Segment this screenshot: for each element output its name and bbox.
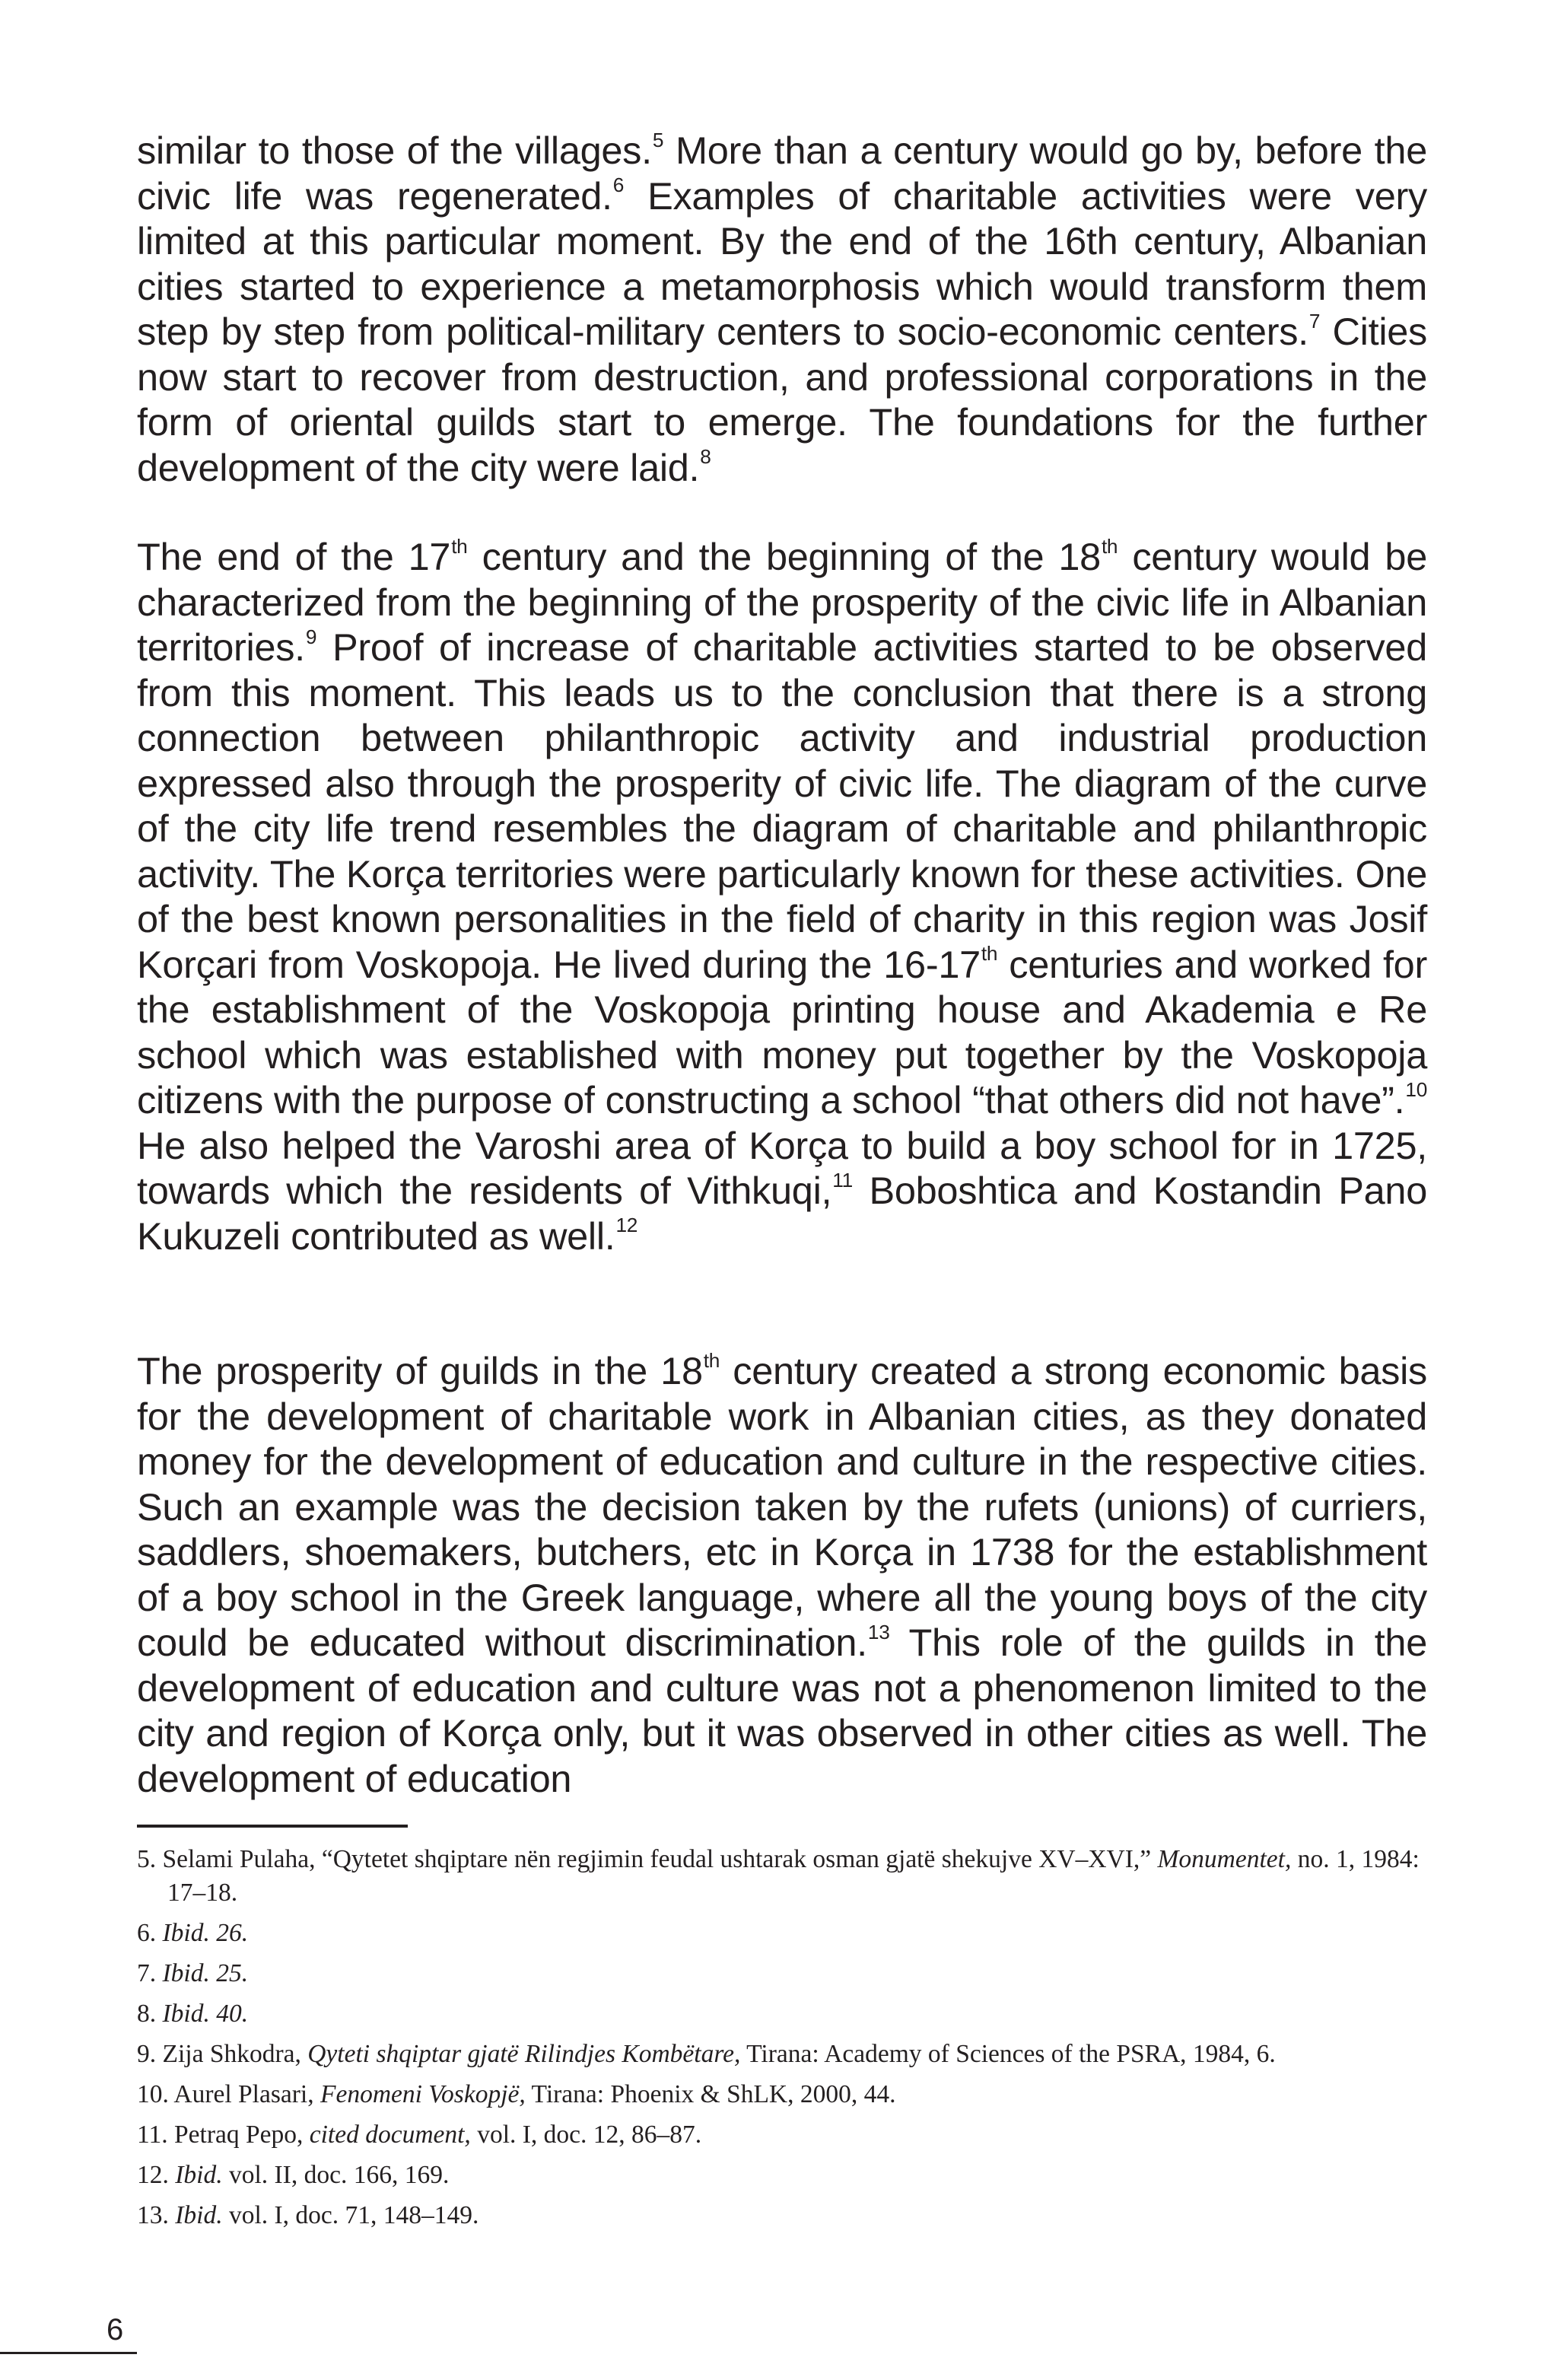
footnote-reference: 13	[867, 1620, 890, 1643]
italic-title: Qyteti shqiptar gjatë Rilindjes Kombëtare,	[307, 2040, 741, 2068]
footnotes	[137, 1843, 1430, 2239]
italic-title: Ibid.	[175, 2201, 223, 2229]
footnote-11: 11. Petraq Pepo, cited document, vol. I, doc. 12, 86–87.	[137, 2121, 702, 2149]
footnote-reference: 10	[1405, 1077, 1427, 1101]
footnote-reference: th	[981, 942, 998, 966]
paragraph-1	[137, 128, 1427, 490]
footnote-reference: 11	[832, 1168, 853, 1192]
footnote-12: 12. Ibid. vol. II, doc. 166, 169.	[137, 2161, 450, 2189]
paragraph-3	[137, 1348, 1427, 1801]
footnote-reference: 12	[615, 1214, 638, 1237]
page-number-rule	[0, 2352, 137, 2354]
footnote-reference: th	[1101, 534, 1118, 558]
footnote-reference: th	[703, 1348, 720, 1372]
footnote-13: 13. Ibid. vol. I, doc. 71, 148–149.	[137, 2201, 479, 2229]
page-number: 6	[107, 2313, 124, 2347]
italic-title: Ibid. 25.	[162, 1959, 249, 1987]
footnote-separator	[137, 1825, 408, 1828]
footnote-8: 8. Ibid. 40.	[137, 2000, 249, 2028]
paragraph-text: The prosperity of guilds in the 18th century created a strong economic basis for the development of charitable work in Albanian cities, as they donated money for the development of education and culture in the respective cities. Such an example was the decision taken by the rufets (unions) of curriers, saddlers, shoemakers, butchers, etc in Korça in 1738 for the establishment of a boy school in the Greek language, where all the young boys of the city could be educated without discrimination.$^{13}$ This role of the guilds in the development of education and culture was not a phenomenon limited to the city and region of Korça only, but it was observed in other cities as well. The development of education	[137, 1348, 1427, 1800]
italic-title: Ibid. 40.	[162, 2000, 249, 2028]
footnote-reference: th	[451, 534, 468, 558]
italic-title: Monumentet,	[1157, 1845, 1292, 1873]
footnote-5: 5. Selami Pulaha, “Qytetet shqiptare nën regjimin feudal ushtarak osman gjatë shekujve XV–XVI,” Monumentet, no. 1, 1984: 17–18.	[137, 1845, 1420, 1907]
footnote-reference: 5	[652, 128, 664, 151]
italic-title: Fenomeni Voskopjë,	[320, 2080, 526, 2108]
italic-title: cited document,	[309, 2121, 471, 2149]
italic-title: Ibid.	[175, 2161, 223, 2189]
italic-title: Ibid. 26.	[162, 1919, 249, 1947]
footnote-10: 10. Aurel Plasari, Fenomeni Voskopjë, Tirana: Phoenix & ShLK, 2000, 44.	[137, 2080, 896, 2108]
footnote-reference: 6	[612, 173, 625, 197]
paragraph-text: similar to those of the villages.$^5$ More than a century would go by, before the civic life was regenerated.$^6$ Examples of charitable activities were very limited at this particular moment. By the end of the 16th century, Albanian cities started to experience a metamorphosis which would transform them step by step from political-military centers to socio-economic centers.$^7$ Cities now start to recover from destruction, and professional corporations in the form of oriental guilds start to emerge. The foundations for the further development of the city were laid.$^8$	[137, 128, 1428, 489]
footnote-7: 7. Ibid. 25.	[137, 1959, 249, 1987]
paragraph-text: The end of the 17th century and the beginning of the 18th century would be characterized from the beginning of the prosperity of the civic life in Albanian territories.$^9$ Proof of increase of charitable activities started to be observed from this moment. This leads us to the conclusion that there is a strong connection between philanthropic activity and industrial production expressed also through the prosperity of civic life. The diagram of the curve of the city life trend resembles the diagram of charitable and philanthropic activity. The Korça territories were particularly known for these activities. One of the best known personalities in the field of charity in this region was Josif Korçari from Voskopoja. He lived during the 16-17th centuries and worked for the establishment of the Voskopoja printing house and Akademia e Re school which was established with money put together by the Voskopoja citizens with the purpose of constructing a school “that others did not have”.$^{10}$ He also helped the Varoshi area of Korça to build a boy school for in 1725, towards which the residents of Vithkuqi,$^{11}$ Boboshtica and Kostandin Pano Kukuzeli contributed as well.$^{12}$	[137, 534, 1427, 1258]
footnote-reference: 9	[305, 625, 317, 648]
footnote-reference: 8	[700, 445, 711, 469]
footnote-9: 9. Zija Shkodra, Qyteti shqiptar gjatë Rilindjes Kombëtare, Tirana: Academy of Sciences of the PSRA, 1984, 6.	[137, 2040, 1276, 2068]
paragraph-2	[137, 534, 1427, 1258]
footnote-6: 6. Ibid. 26.	[137, 1919, 249, 1947]
footnote-reference: 7	[1308, 309, 1321, 332]
